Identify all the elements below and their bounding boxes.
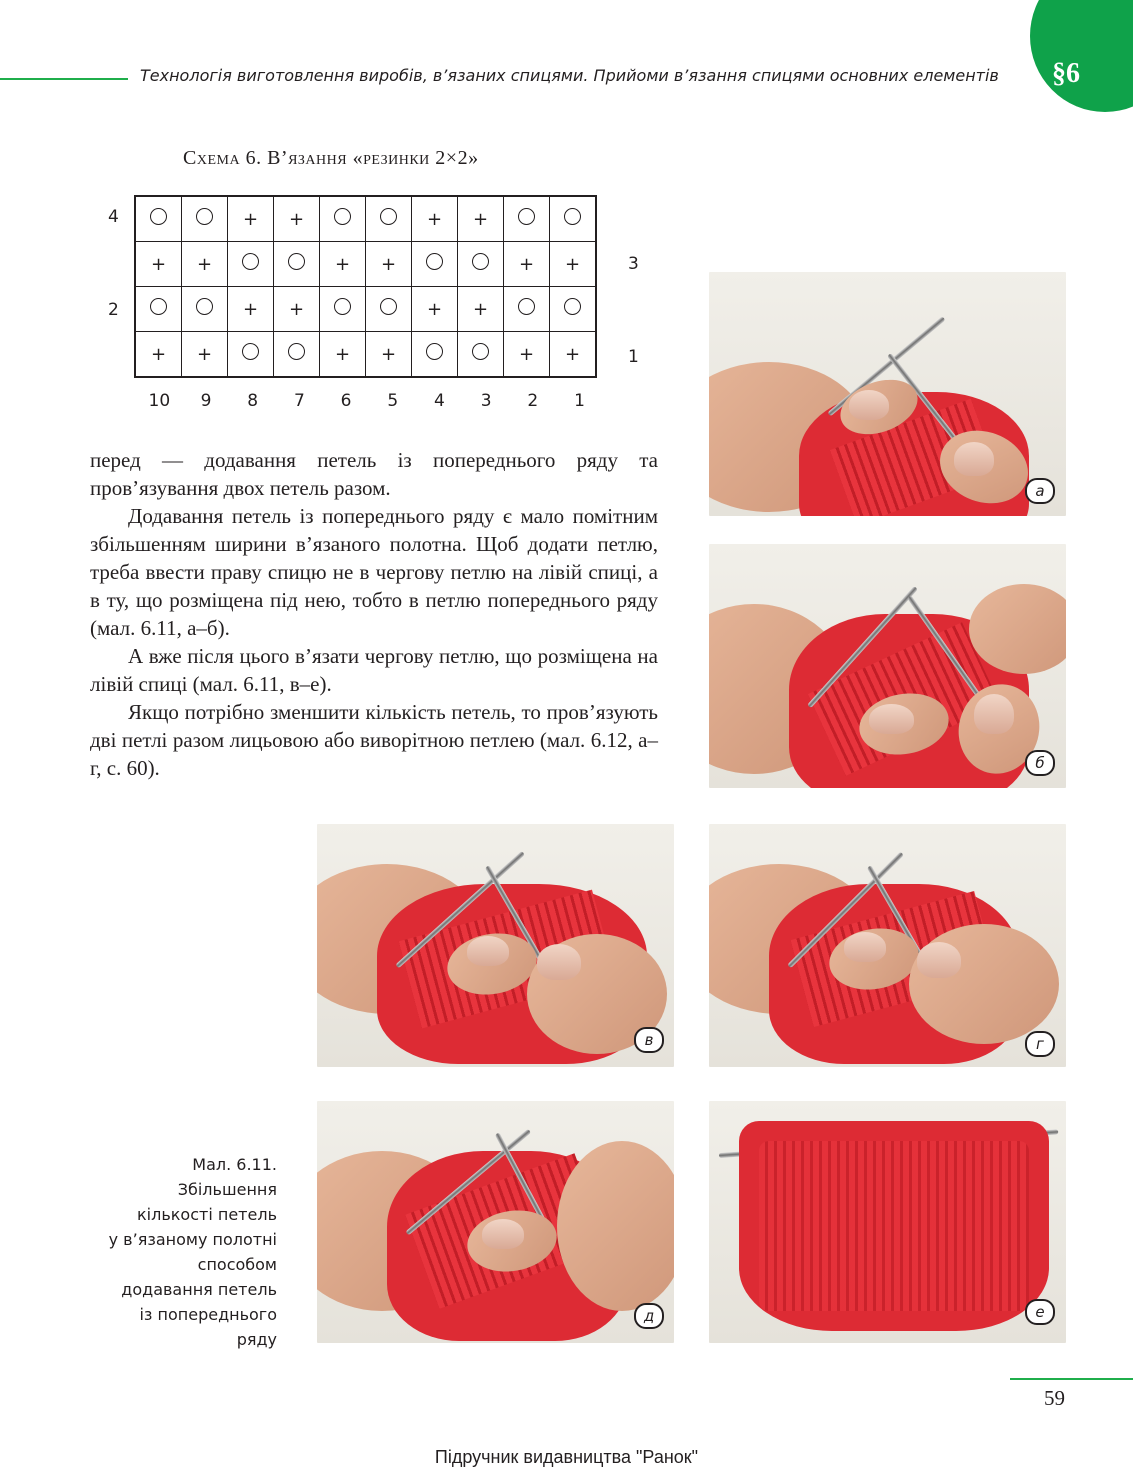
photo-label-v: в xyxy=(634,1027,664,1053)
caption-line: кількості петель xyxy=(137,1205,277,1224)
row-number-right: 1 xyxy=(628,346,639,367)
scheme-title-quote: «резинки 2×2» xyxy=(347,147,479,169)
page-number: 59 xyxy=(1044,1386,1065,1410)
photo-label-d: д xyxy=(634,1303,664,1329)
knit-stitch-cell: + xyxy=(458,287,504,332)
purl-symbol-icon xyxy=(150,208,167,225)
purl-symbol-icon xyxy=(518,298,535,315)
caption-line: Мал. 6.11. xyxy=(192,1155,277,1174)
knit-stitch-cell: + xyxy=(320,242,366,287)
purl-stitch-cell xyxy=(504,287,550,332)
section-number: §6 xyxy=(1052,58,1080,89)
purl-symbol-icon xyxy=(564,298,581,315)
photo-d xyxy=(317,1101,674,1343)
column-number: 10 xyxy=(148,391,171,411)
purl-stitch-cell xyxy=(458,332,504,378)
purl-stitch-cell xyxy=(366,196,412,242)
knit-stitch-cell: + xyxy=(366,242,412,287)
column-numbers xyxy=(136,391,603,411)
column-number: 6 xyxy=(340,391,352,411)
purl-symbol-icon xyxy=(242,343,259,360)
knitting-scheme-grid xyxy=(134,195,597,378)
knit-stitch-cell: + xyxy=(274,196,320,242)
paragraph-2: Додавання петель із попереднього ряду є мало помітним збільшенням ширини в’язаного полотна. Щоб додати петлю, треба ввести праву спицю не в чергову петлю на лівій спиці, а в ту, що розміщена під нею, тобто в петлю попереднього ряду (мал. 6.11, а–б). xyxy=(90,504,658,640)
scheme-title-prefix: Схема xyxy=(183,147,241,169)
caption-line: із попереднього xyxy=(139,1305,277,1324)
knit-stitch-cell: + xyxy=(550,242,597,287)
purl-stitch-cell xyxy=(550,196,597,242)
photo-label-g: г xyxy=(1025,1031,1055,1057)
purl-stitch-cell xyxy=(458,242,504,287)
photo-e xyxy=(709,1101,1066,1343)
caption-line: Збільшення xyxy=(177,1180,277,1199)
knit-stitch-cell: + xyxy=(458,196,504,242)
figure-caption xyxy=(77,1152,277,1352)
knit-stitch-cell: + xyxy=(228,196,274,242)
purl-symbol-icon xyxy=(472,253,489,270)
scheme-row xyxy=(135,332,596,378)
purl-symbol-icon xyxy=(334,208,351,225)
purl-stitch-cell xyxy=(228,332,274,378)
purl-stitch-cell xyxy=(504,196,550,242)
knit-stitch-cell: + xyxy=(320,332,366,378)
purl-symbol-icon xyxy=(426,253,443,270)
purl-symbol-icon xyxy=(380,208,397,225)
running-title: Технологія виготовлення виробів, в’язаних спицями. Прийоми в’язання спицями основних елементів xyxy=(140,66,999,85)
footer-rule xyxy=(1010,1378,1133,1380)
knit-stitch-cell: + xyxy=(412,196,458,242)
purl-stitch-cell xyxy=(274,242,320,287)
scheme-title xyxy=(183,147,479,170)
scheme-title-number: 6. xyxy=(240,147,268,169)
purl-stitch-cell xyxy=(320,287,366,332)
caption-line: ряду xyxy=(236,1330,277,1349)
column-number: 1 xyxy=(574,391,585,411)
purl-symbol-icon xyxy=(288,253,305,270)
scheme-row xyxy=(135,242,596,287)
purl-symbol-icon xyxy=(426,343,443,360)
purl-stitch-cell xyxy=(135,196,182,242)
purl-stitch-cell xyxy=(366,287,412,332)
caption-line: у в’язаному полотні xyxy=(108,1230,277,1249)
purl-stitch-cell xyxy=(182,287,228,332)
photo-b xyxy=(709,544,1066,788)
photo-a xyxy=(709,272,1066,516)
knit-stitch-cell: + xyxy=(504,332,550,378)
purl-symbol-icon xyxy=(196,208,213,225)
knit-stitch-cell: + xyxy=(135,332,182,378)
purl-stitch-cell xyxy=(182,196,228,242)
purl-symbol-icon xyxy=(518,208,535,225)
publisher-note: Підручник видавництва "Ранок" xyxy=(434,1447,699,1467)
column-number: 8 xyxy=(247,391,259,411)
column-number: 2 xyxy=(527,391,539,411)
photo-label-e: е xyxy=(1025,1299,1055,1325)
purl-stitch-cell xyxy=(228,242,274,287)
purl-symbol-icon xyxy=(288,343,305,360)
column-number: 9 xyxy=(200,391,212,411)
knit-stitch-cell: + xyxy=(228,287,274,332)
photo-label-b: б xyxy=(1025,750,1055,776)
purl-symbol-icon xyxy=(564,208,581,225)
caption-line: додавання петель xyxy=(121,1280,277,1299)
purl-stitch-cell xyxy=(550,287,597,332)
knit-stitch-cell: + xyxy=(366,332,412,378)
knit-stitch-cell: + xyxy=(182,332,228,378)
row-number-right: 3 xyxy=(628,253,639,274)
purl-stitch-cell xyxy=(412,242,458,287)
knit-stitch-cell: + xyxy=(504,242,550,287)
scheme-row xyxy=(135,196,596,242)
purl-symbol-icon xyxy=(150,298,167,315)
row-number-left: 2 xyxy=(108,300,119,320)
column-number: 3 xyxy=(480,391,492,411)
caption-line: способом xyxy=(197,1255,277,1274)
knit-stitch-cell: + xyxy=(274,287,320,332)
header-rule xyxy=(0,78,128,80)
scheme-row xyxy=(135,287,596,332)
purl-stitch-cell xyxy=(412,332,458,378)
paragraph-3: А вже після цього в’язати чергову петлю, що розміщена на лівій спиці (мал. 6.11, в–е). xyxy=(90,644,658,696)
photo-v xyxy=(317,824,674,1067)
purl-symbol-icon xyxy=(380,298,397,315)
section-badge xyxy=(1030,0,1133,112)
purl-symbol-icon xyxy=(196,298,213,315)
purl-stitch-cell xyxy=(274,332,320,378)
photo-label-a: а xyxy=(1025,478,1055,504)
knit-stitch-cell: + xyxy=(135,242,182,287)
knit-stitch-cell: + xyxy=(412,287,458,332)
body-text xyxy=(90,446,658,782)
knit-stitch-cell: + xyxy=(550,332,597,378)
knit-stitch-cell: + xyxy=(182,242,228,287)
paragraph-1: перед — додавання петель із попереднього ряду та пров’язування двох петель разом. xyxy=(90,448,658,500)
column-number: 7 xyxy=(293,391,305,411)
row-number-left: 4 xyxy=(108,207,119,227)
purl-symbol-icon xyxy=(334,298,351,315)
purl-symbol-icon xyxy=(242,253,259,270)
purl-stitch-cell xyxy=(320,196,366,242)
column-number: 5 xyxy=(387,391,399,411)
scheme-title-main: В’язання xyxy=(267,147,348,169)
purl-symbol-icon xyxy=(472,343,489,360)
photo-g xyxy=(709,824,1066,1067)
purl-stitch-cell xyxy=(135,287,182,332)
column-number: 4 xyxy=(434,391,445,411)
paragraph-4: Якщо потрібно зменшити кількість петель, то пров’язують дві петлі разом лицьовою або виворітною петлею (мал. 6.12, а–г, с. 60). xyxy=(90,700,658,780)
